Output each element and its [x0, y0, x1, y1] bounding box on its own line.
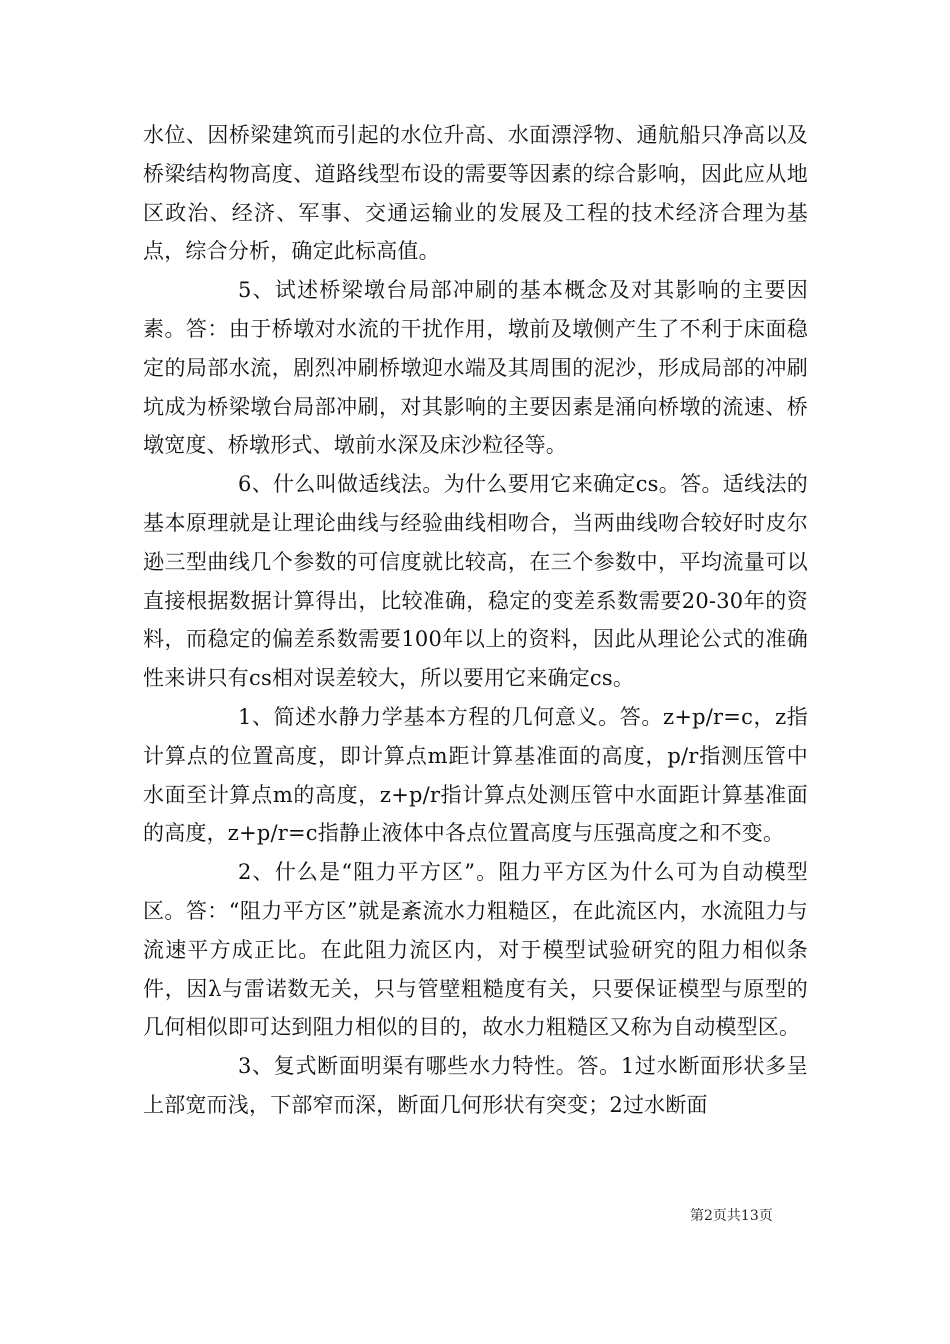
paragraph-question-3: 3、复式断面明渠有哪些水力特性。答。1过水断面形状多呈上部宽而浅，下部窄而深，断面几何形状有突变；2过水断面 — [143, 1054, 808, 1117]
document-body — [143, 116, 808, 1125]
paragraph-continuation: 水位、因桥梁建筑而引起的水位升高、水面漂浮物、通航船只净高以及桥梁结构物高度、道路线型布设的需要等因素的综合影响，因此应从地区政治、经济、军事、交通运输业的发展及工程的技术经济合理为基点，综合分析，确定此标高值。 — [143, 123, 808, 264]
paragraph-question-6: 6、什么叫做适线法。为什么要用它来确定cs。答。适线法的基本原理就是让理论曲线与经验曲线相吻合，当两曲线吻合较好时皮尔逊三型曲线几个参数的可信度就比较高，在三个参数中，平均流量可以直接根据数据计算得出，比较准确，稳定的变差系数需要20-30年的资料，而稳定的偏差系数需要100年以上的资料，因此从理论公式的准确性来讲只有cs相对误差较大，所以要用它来确定cs。 — [143, 472, 808, 691]
paragraph-question-1: 1、简述水静力学基本方程的几何意义。答。z+p/r=c，z指计算点的位置高度，即计算点m距计算基准面的高度，p/r指测压管中水面至计算点m的高度，z+p/r指计算点处测压管中水面距计算基准面的高度，z+p/r=c指静止液体中各点位置高度与压强高度之和不变。 — [143, 704, 808, 846]
paragraph-question-5: 5、试述桥梁墩台局部冲刷的基本概念及对其影响的主要因素。答：由于桥墩对水流的干扰作用，墩前及墩侧产生了不利于床面稳定的局部水流，剧烈冲刷桥墩迎水端及其周围的泥沙，形成局部的冲刷坑成为桥梁墩台局部冲刷，对其影响的主要因素是涌向桥墩的流速、桥墩宽度、桥墩形式、墩前水深及床沙粒径等。 — [143, 278, 808, 458]
page-number-footer: 第2页共13页 — [690, 1208, 773, 1224]
paragraph-question-2: 2、什么是“阻力平方区”。阻力平方区为什么可为自动模型区。答：“阻力平方区”就是紊流水力粗糙区，在此流区内，水流阻力与流速平方成正比。在此阻力流区内，对于模型试验研究的阻力相似条件，因λ与雷诺数无关，只与管壁粗糙度有关，只要保证模型与原型的几何相似即可达到阻力相似的目的，故水力粗糙区又称为自动模型区。 — [143, 860, 808, 1040]
